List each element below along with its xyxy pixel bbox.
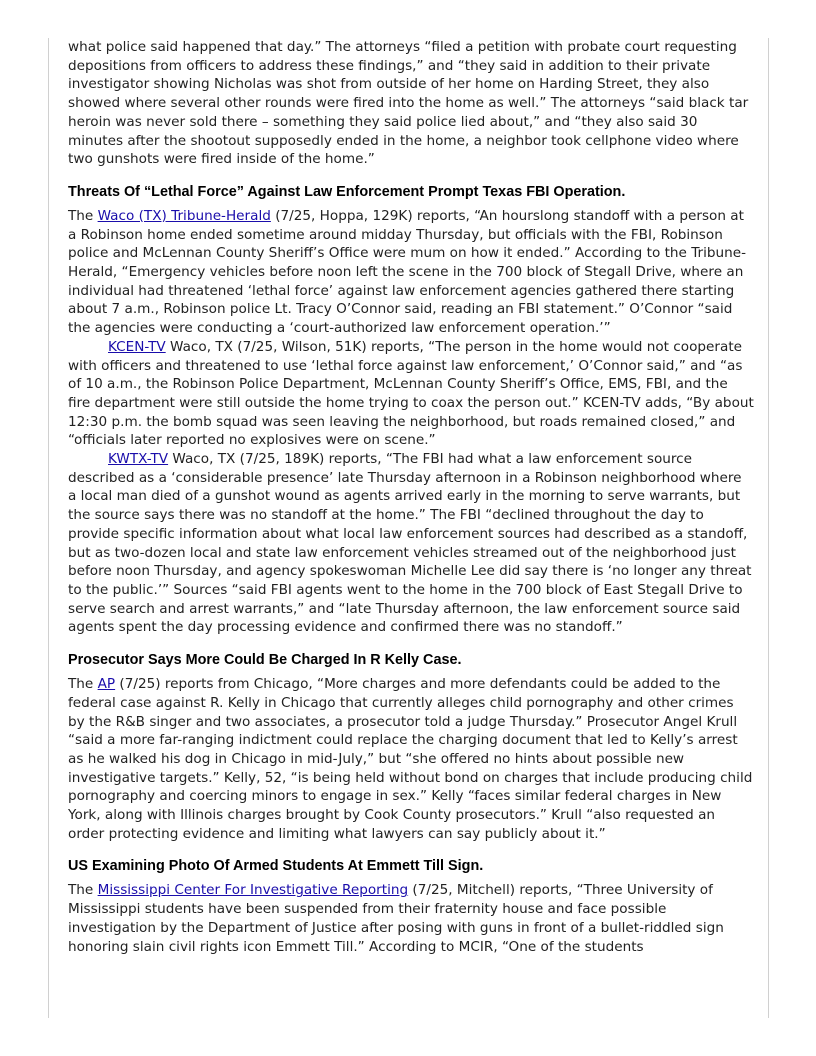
paragraph-text: Waco, TX (7/25, Wilson, 51K) reports, “The person in the home would not cooperate with officers and threatened to use ‘lethal force against law enforcement,’ O’Connor said,” and “as of 10 a.m., the Robinson Police Department, McLennan County Sheriff’s Office, EMS, FBI, and the fire department were still outside the home trying to coax the person out.” KCEN-TV adds, “By about 12:30 p.m. the bomb squad was seen leaving the neighborhood, but roads remained closed,” and “officials later reported no explosives were on scene.” [68, 338, 754, 449]
document-body [68, 38, 754, 956]
article-paragraph [68, 450, 754, 637]
paragraph-lead: The [68, 676, 98, 693]
headline-r-kelly-case: Prosecutor Says More Could Be Charged In R Kelly Case. [68, 652, 462, 669]
source-link-kcen-tv[interactable]: KCEN-TV [108, 338, 166, 355]
article-paragraph [68, 881, 754, 956]
paragraph-text: (7/25, Mitchell) reports, “Three University of Mississippi students have been suspended from their fraternity house and face possible investigation by the Department of Justice after posing with guns in front of a bullet-riddled sign honoring slain civil rights icon Emmett Till.” According to MCIR, “One of the students [68, 882, 724, 955]
source-link-kwtx-tv[interactable]: KWTX-TV [108, 451, 169, 468]
paragraph-text: (7/25, Hoppa, 129K) reports, “An hourslong standoff with a person at a Robinson home ended sometime around midday Thursday, but officials with the FBI, Robinson police and McLennan County Sheriff’s Office were mum on how it ended.” According to the Tribune-Herald, “Emergency vehicles before noon left the scene in the 700 block of Stegall Drive, where an individual had threatened ‘lethal force’ against law enforcement agencies gathered there starting about 7 a.m., Robinson police Lt. Tracy O’Connor said, reading an FBI statement.” O’Connor “said the agencies were conducting a ‘court-authorized law enforcement operation.’” [68, 207, 747, 337]
source-link-waco-tribune-herald[interactable]: Waco (TX) Tribune-Herald [97, 207, 271, 224]
left-margin-rule [48, 38, 49, 1018]
right-margin-rule [768, 38, 769, 1018]
source-link-mcir[interactable]: Mississippi Center For Investigative Reporting [97, 882, 409, 899]
paragraph-text: (7/25) reports from Chicago, “More charges and more defendants could be added to the federal case against R. Kelly in Chicago that currently alleges child pornography and other crimes by the R&B singer and two associates, a prosecutor told a judge Thursday.” Prosecutor Angel Krull “said a more far-ranging indictment could replace the charging document that led to Kelly’s arrest as he walked his dog in Chicago in mid-July,” but “she offered no hints about possible new investigative targets.” Kelly, 52, “is being held without bond on charges that include producing child pornography and coercing minors to engage in sex.” Kelly “faces similar federal charges in New York, along with Illinois charges brought by Cook County prosecutors.” Krull “also requested an order protecting evidence and limiting what lawyers can say publicly about it.” [68, 676, 753, 842]
source-link-ap[interactable]: AP [97, 676, 116, 693]
headline-texas-fbi-operation: Threats Of “Lethal Force” Against Law Enforcement Prompt Texas FBI Operation. [68, 183, 626, 200]
continued-paragraph: what police said happened that day.” The attorneys “filed a petition with probate court requesting depositions from officers to address these findings,” and “they said in addition to their private investigator showing Nicholas was shot from outside of her home on Harding Street, they also showed where several other rounds were fired into the home as well.” The attorneys “said black tar heroin was never sold there – something they said police lied about,” and “they also said 30 minutes after the shootout supposedly ended in the home, a neighbor took cellphone video where two gunshots were fired inside of the home.” [68, 39, 749, 168]
article-paragraph [68, 338, 754, 450]
paragraph-text: Waco, TX (7/25, 189K) reports, “The FBI had what a law enforcement source described as a ‘considerable presence’ late Thursday afternoon in a Robinson neighborhood where a local man died of a gunshot wound as agents arrived early in the morning to serve warrants, but the source says there was no standoff at the home.” The FBI “declined throughout the day to provide specific information about what local law enforcement sources had described as a standoff, but as two-dozen local and state law enforcement vehicles streamed out of the neighborhood just before noon Thursday, and agency spokeswoman Michelle Lee did say there is ‘no longer any threat to the public.’” Sources “said FBI agents went to the home in the 700 block of East Stegall Drive to serve search and arrest warrants,” and “late Thursday afternoon, the law enforcement source said agents spent the day processing evidence and confirmed there was no standoff.” [68, 451, 752, 636]
headline-emmett-till-sign: US Examining Photo Of Armed Students At Emmett Till Sign. [68, 858, 484, 875]
article-paragraph [68, 675, 754, 843]
paragraph-lead: The [68, 207, 98, 224]
paragraph-lead: The [68, 882, 98, 899]
article-paragraph [68, 207, 754, 338]
